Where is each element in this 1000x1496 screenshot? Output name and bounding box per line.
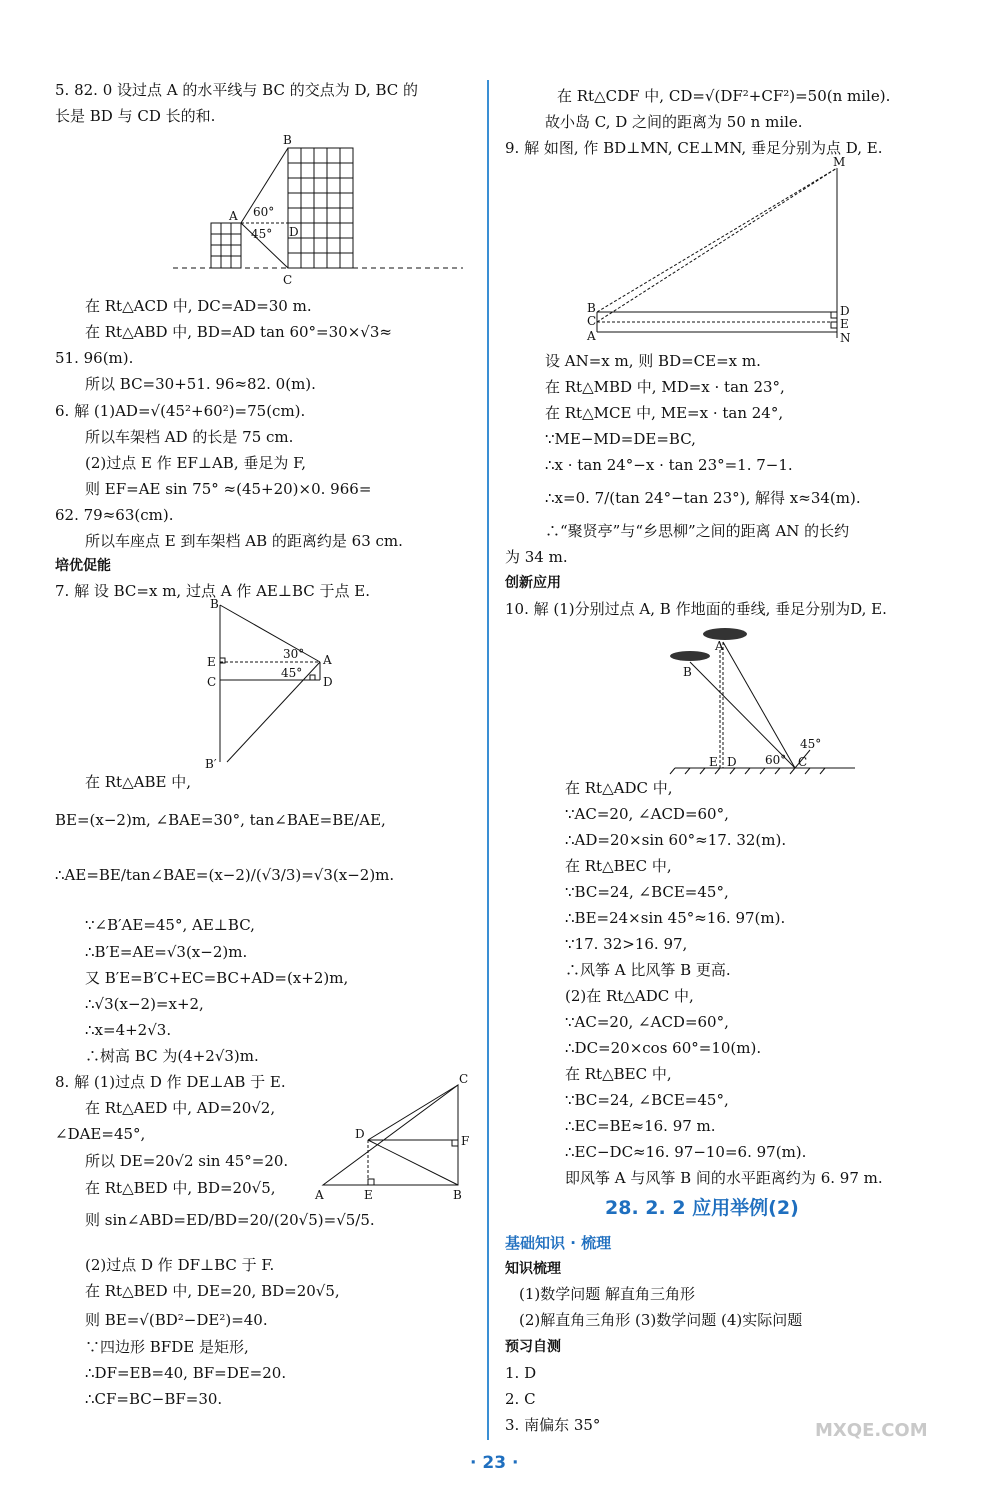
q10-line2: 在 Rt△ADC 中, <box>565 779 673 797</box>
q10-line14: ∵BC=24, ∠BCE=45°, <box>565 1091 729 1109</box>
q10-line5: 在 Rt△BEC 中, <box>565 857 672 875</box>
q10-line11: ∵AC=20, ∠ACD=60°, <box>565 1013 729 1031</box>
fig10-label-A: A <box>715 639 724 653</box>
figure-q9-slope <box>587 155 857 345</box>
fig9-label-N: N <box>840 331 851 345</box>
answer-1: 1. D <box>505 1364 537 1382</box>
fig8-label-A: A <box>315 1188 324 1202</box>
q5-line6: 所以 BC=30+51. 96≈82. 0(m). <box>85 375 316 393</box>
q10-line6: ∵BC=24, ∠BCE=45°, <box>565 883 729 901</box>
q6-line2: 所以车架档 AD 的长是 75 cm. <box>85 428 294 446</box>
q5-line5: 51. 96(m). <box>55 349 134 367</box>
fig8-label-E: E <box>364 1188 373 1202</box>
fig8-label-C: C <box>459 1072 469 1086</box>
q7-line4: ∴AE=BE/tan∠BAE=(x−2)/(√3/3)=√3(x−2)m. <box>55 866 395 884</box>
q10-line8: ∵17. 32>16. 97, <box>565 935 688 953</box>
q7-line9: ∴x=4+2√3. <box>85 1021 172 1039</box>
figure-q8-triangle <box>313 1072 473 1205</box>
fig7-label-D: D <box>323 675 333 689</box>
section-heading-jichu: 基础知识 · 梳理 <box>505 1234 612 1252</box>
section-heading-peiyou: 培优促能 <box>55 558 111 574</box>
q8-line3: ∠DAE=45°, <box>55 1125 146 1143</box>
fig8-label-D: D <box>355 1127 365 1141</box>
q8-cont-line1: 在 Rt△CDF 中, CD=√(DF²+CF²)=50(n mile). <box>557 87 891 105</box>
q8-line12: ∴CF=BC−BF=30. <box>85 1390 223 1408</box>
figure-q5-buildings <box>173 128 473 288</box>
section-title-28-2-2: 28. 2. 2 应用举例(2) <box>605 1197 799 1219</box>
knowledge-line2: (2)解直角三角形 (3)数学问题 (4)实际问题 <box>519 1311 803 1329</box>
q8-line5: 在 Rt△BED 中, BD=20√5, <box>85 1179 276 1197</box>
q9-line2: 设 AN=x m, 则 BD=CE=x m. <box>545 352 761 370</box>
q8-line7: (2)过点 D 作 DF⊥BC 于 F. <box>85 1256 275 1274</box>
page-number: · 23 · <box>470 1453 519 1473</box>
q7-line2: 在 Rt△ABE 中, <box>85 773 191 791</box>
fig10-angle-60: 60° <box>765 753 787 767</box>
kite-A-icon <box>703 628 747 640</box>
fig5-label-C: C <box>283 273 293 287</box>
fig10-label-C: C <box>798 755 808 769</box>
page-number-value: 23 <box>482 1453 507 1473</box>
q9-line5: ∵ME−MD=DE=BC, <box>545 430 696 448</box>
column-divider <box>487 80 489 1440</box>
q10-line15: ∴EC=BE≈16. 97 m. <box>565 1117 716 1135</box>
q6-line5: 62. 79≈63(cm). <box>55 506 174 524</box>
q8-line1: 8. 解 (1)过点 D 作 DE⊥AB 于 E. <box>55 1073 286 1091</box>
watermark: MXQE.COM <box>815 1420 928 1441</box>
q10-line12: ∴DC=20×cos 60°=10(m). <box>565 1039 762 1057</box>
fig9-label-B: B <box>587 301 596 315</box>
q6-line6: 所以车座点 E 到车架档 AB 的距离约是 63 cm. <box>85 532 403 550</box>
q8-cont-line2: 故小岛 C, D 之间的距离为 50 n mile. <box>545 113 803 131</box>
q8-line11: ∴DF=EB=40, BF=DE=20. <box>85 1364 287 1382</box>
section-heading-chuangxin: 创新应用 <box>505 575 561 591</box>
q10-line17: 即风筝 A 与风筝 B 间的水平距离约为 6. 97 m. <box>565 1169 883 1187</box>
q9-line3: 在 Rt△MBD 中, MD=x · tan 23°, <box>545 378 785 396</box>
q7-line7: 又 B′E=B′C+EC=BC+AD=(x+2)m, <box>85 969 349 987</box>
figure-q10-kites <box>665 620 865 780</box>
q8-line2: 在 Rt△AED 中, AD=20√2, <box>85 1099 276 1117</box>
fig5-angle-60: 60° <box>253 205 275 219</box>
fig5-label-D: D <box>289 225 299 239</box>
q10-line13: 在 Rt△BEC 中, <box>565 1065 672 1083</box>
q10-line3: ∵AC=20, ∠ACD=60°, <box>565 805 729 823</box>
answer-3: 3. 南偏东 35° <box>505 1416 601 1434</box>
q8-line10: ∵四边形 BFDE 是矩形, <box>85 1338 249 1356</box>
q5-line4: 在 Rt△ABD 中, BD=AD tan 60°=30×√3≈ <box>85 323 392 341</box>
q6-line1: 6. 解 (1)AD=√(45²+60²)=75(cm). <box>55 402 306 420</box>
q8-line9: 则 BE=√(BD²−DE²)=40. <box>85 1311 268 1329</box>
fig8-label-F: F <box>461 1134 470 1148</box>
fig5-angle-45: 45° <box>251 227 273 241</box>
fig5-label-A: A <box>229 209 238 223</box>
fig7-label-E: E <box>207 655 216 669</box>
fig9-label-M: M <box>833 155 846 169</box>
fig9-label-A: A <box>587 329 596 343</box>
q7-line3: BE=(x−2)m, ∠BAE=30°, tan∠BAE=BE/AE, <box>55 811 386 829</box>
q5-line3: 在 Rt△ACD 中, DC=AD=30 m. <box>85 297 312 315</box>
knowledge-line1: (1)数学问题 解直角三角形 <box>519 1285 696 1303</box>
fig10-label-B: B <box>683 665 692 679</box>
fig9-label-D: D <box>840 304 850 318</box>
q7-line8: ∴√3(x−2)=x+2, <box>85 995 204 1013</box>
fig5-label-B: B <box>283 133 292 147</box>
fig9-label-C: C <box>587 314 597 328</box>
q9-line6: ∴x · tan 24°−x · tan 23°=1. 7−1. <box>545 456 793 474</box>
q9-line8: ∴“聚贤亭”与“乡思柳”之间的距离 AN 的长约 <box>545 522 850 540</box>
q6-line3: (2)过点 E 作 EF⊥AB, 垂足为 F, <box>85 454 306 472</box>
fig8-label-B: B <box>453 1188 462 1202</box>
q10-line16: ∴EC−DC≈16. 97−10=6. 97(m). <box>565 1143 807 1161</box>
figure-q7-tree <box>195 597 335 771</box>
q8-line4: 所以 DE=20√2 sin 45°=20. <box>85 1152 289 1170</box>
section-heading-zhishi: 知识梳理 <box>505 1261 561 1277</box>
fig7-angle-45: 45° <box>281 666 303 680</box>
section-heading-yuxi: 预习自测 <box>505 1339 561 1355</box>
q8-line8: 在 Rt△BED 中, DE=20, BD=20√5, <box>85 1282 340 1300</box>
q10-line4: ∴AD=20×sin 60°≈17. 32(m). <box>565 831 787 849</box>
q9-line4: 在 Rt△MCE 中, ME=x · tan 24°, <box>545 404 784 422</box>
fig7-label-B: B <box>210 597 219 611</box>
q5-line1: 5. 82. 0 设过点 A 的水平线与 BC 的交点为 D, BC 的 <box>55 81 419 99</box>
q9-line9: 为 34 m. <box>505 548 568 566</box>
fig7-label-Bprime: B′ <box>205 757 217 771</box>
answer-2: 2. C <box>505 1390 536 1408</box>
fig7-angle-30: 30° <box>283 647 305 661</box>
q10-line1: 10. 解 (1)分别过点 A, B 作地面的垂线, 垂足分别为D, E. <box>505 600 887 618</box>
q7-line1: 7. 解 设 BC=x m, 过点 A 作 AE⊥BC 于点 E. <box>55 582 371 600</box>
q7-line6: ∴B′E=AE=√3(x−2)m. <box>85 943 248 961</box>
q10-line9: ∴风筝 A 比风筝 B 更高. <box>565 961 731 979</box>
q8-line6: 则 sin∠ABD=ED/BD=20/(20√5)=√5/5. <box>85 1211 375 1229</box>
q10-line7: ∴BE=24×sin 45°≈16. 97(m). <box>565 909 786 927</box>
q9-line1: 9. 解 如图, 作 BD⊥MN, CE⊥MN, 垂足分别为点 D, E. <box>505 139 883 157</box>
fig10-angle-45: 45° <box>800 737 822 751</box>
fig10-label-D: D <box>727 755 737 769</box>
q10-line10: (2)在 Rt△ADC 中, <box>565 987 694 1005</box>
q7-line5: ∵∠B′AE=45°, AE⊥BC, <box>85 916 255 934</box>
q9-line7: ∴x=0. 7/(tan 24°−tan 23°), 解得 x≈34(m). <box>545 489 861 507</box>
q7-line10: ∴树高 BC 为(4+2√3)m. <box>85 1047 259 1065</box>
fig7-label-C: C <box>207 675 217 689</box>
fig7-label-A: A <box>323 653 332 667</box>
kite-B-icon <box>670 651 710 661</box>
q5-line2: 长是 BD 与 CD 长的和. <box>55 107 216 125</box>
fig9-label-E: E <box>840 317 849 331</box>
fig10-label-E: E <box>709 755 718 769</box>
q6-line4: 则 EF=AE sin 75° ≈(45+20)×0. 966= <box>85 480 372 498</box>
